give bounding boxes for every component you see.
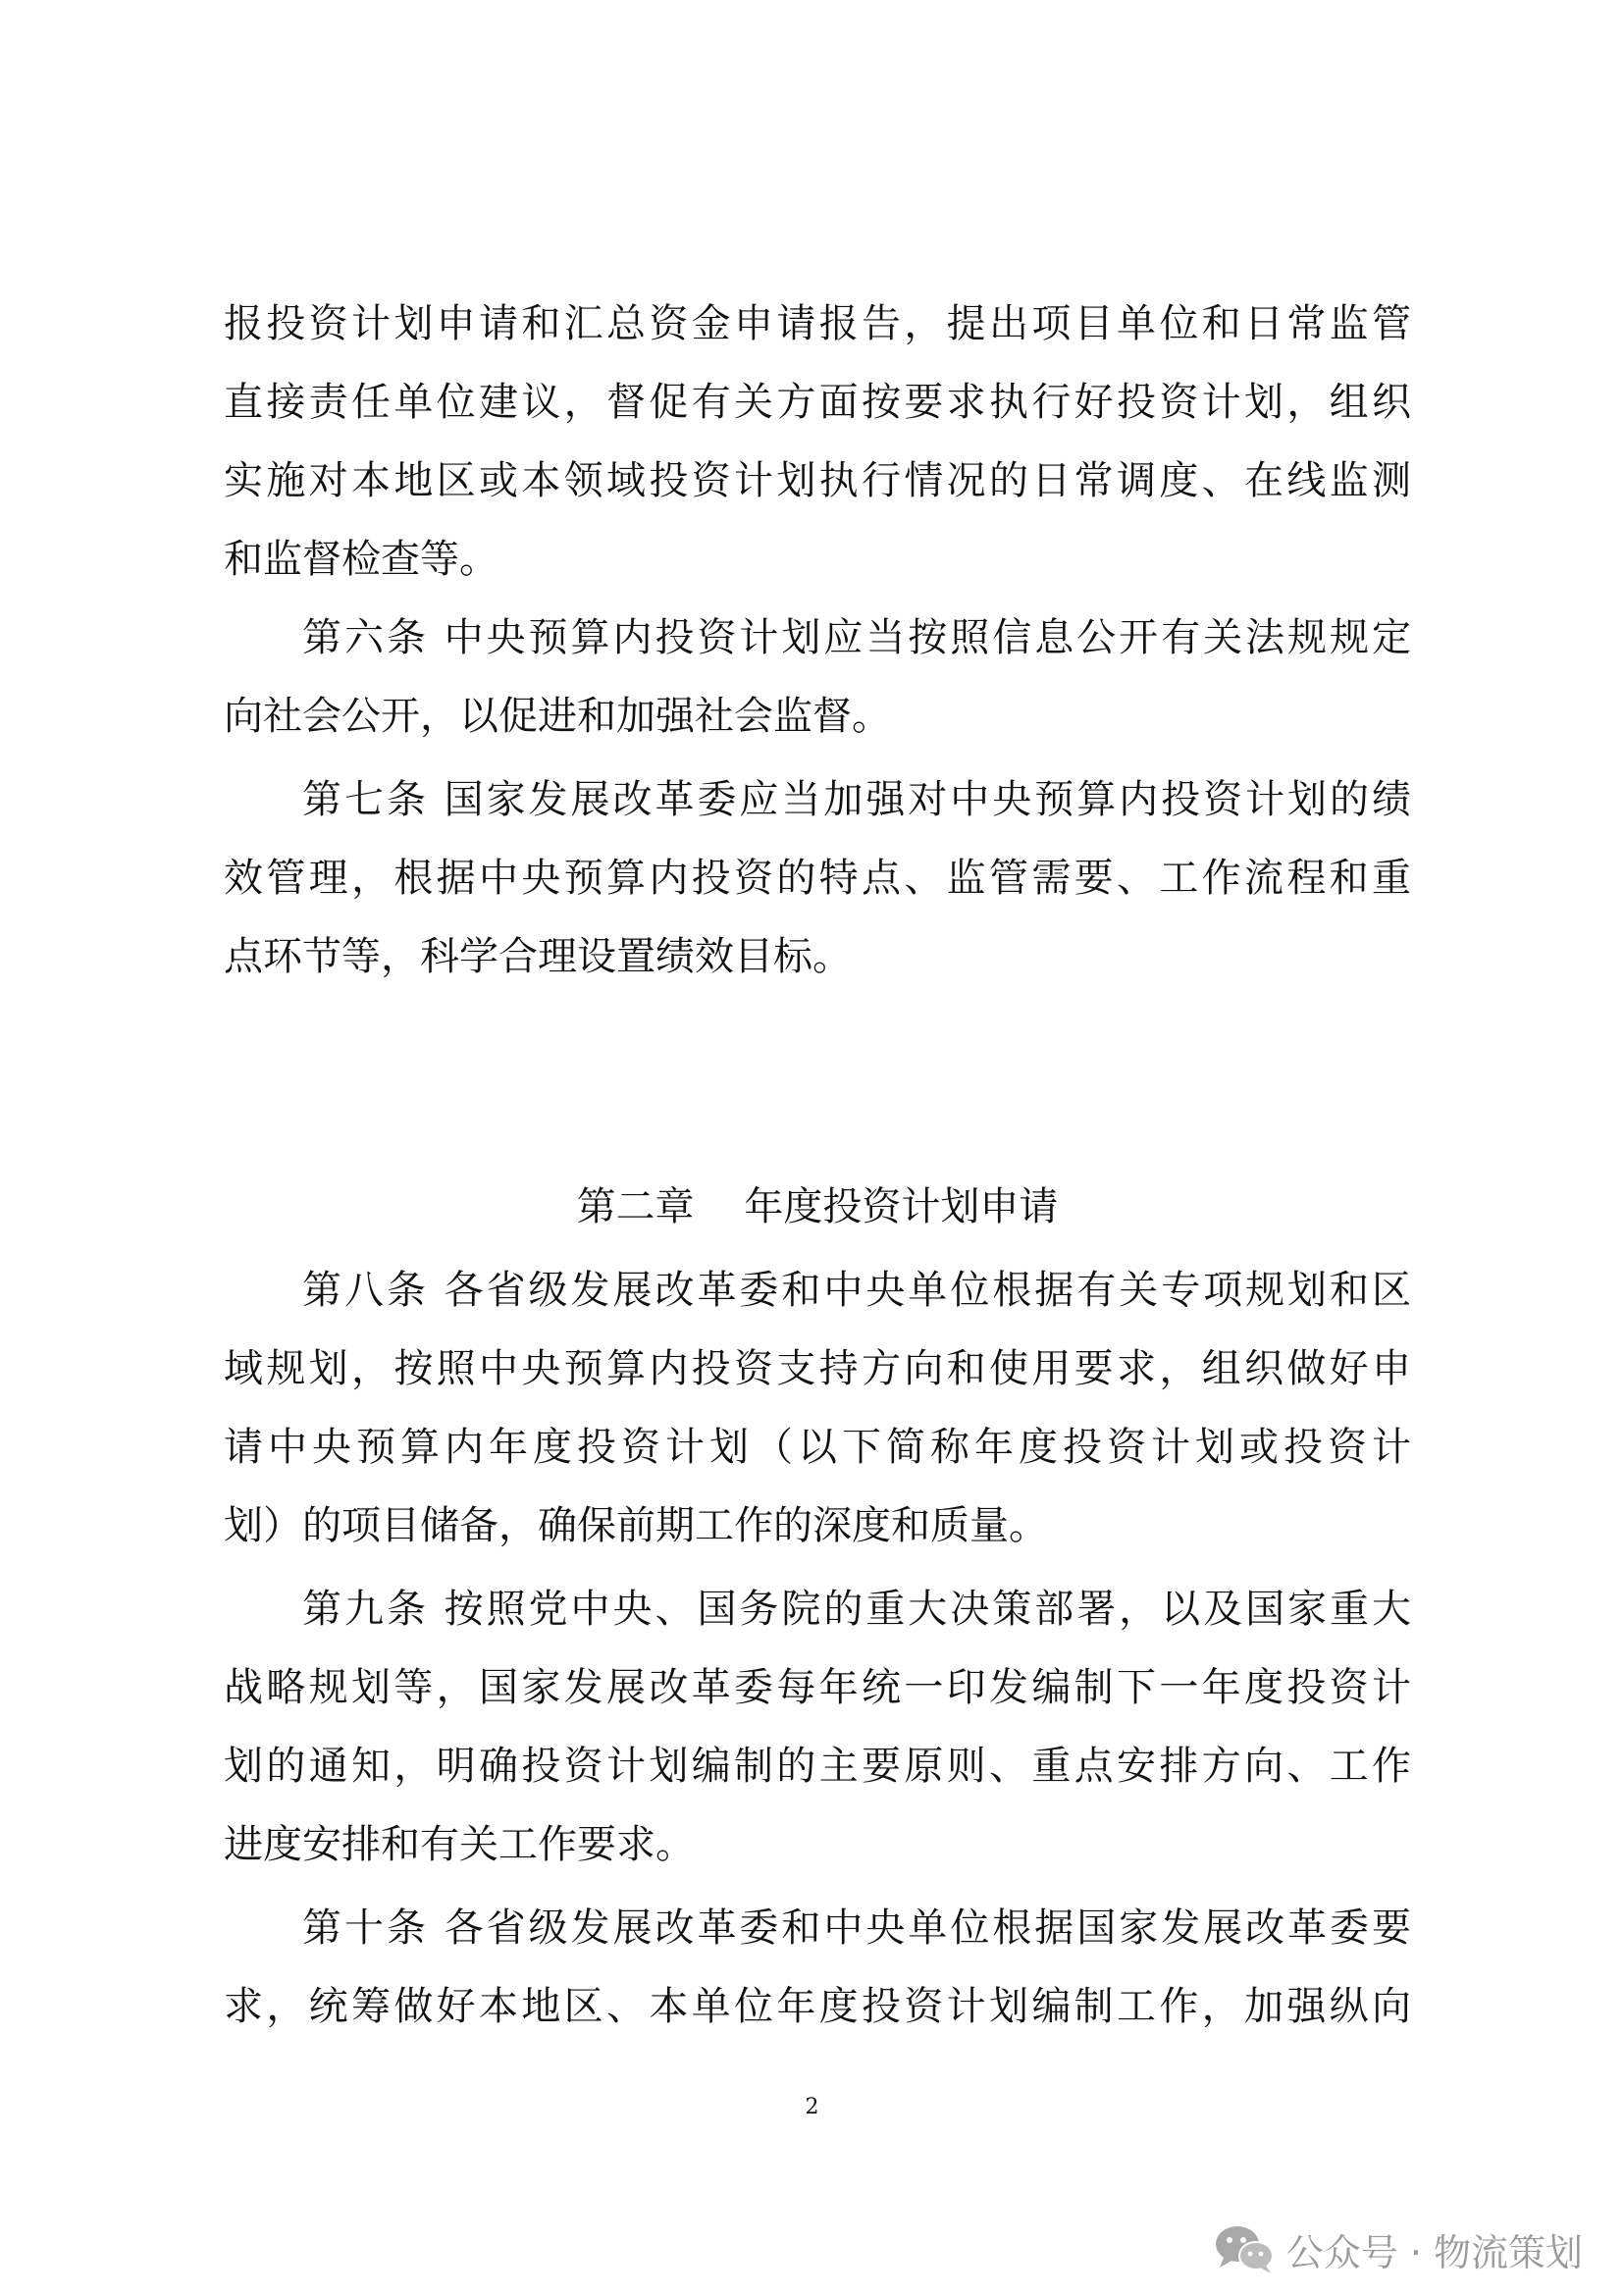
wechat-icon: [1212, 2222, 1277, 2275]
watermark: [1212, 2219, 1583, 2278]
article-7-line: 效管理，根据中央预算内投资的特点、监管需要、工作流程和重: [224, 856, 1411, 901]
article-7-line: 点环节等，科学合理设置绩效目标。: [224, 934, 852, 979]
body-line: 实施对本地区或本领域投资计划执行情况的日常调度、在线监测: [224, 458, 1411, 503]
article-8-line: 域规划，按照中央预算内投资支持方向和使用要求，组织做好申: [224, 1346, 1411, 1391]
article-9-line: 第九条 按照党中央、国务院的重大决策部署，以及国家重大: [302, 1587, 1411, 1632]
article-9-line: 战略规划等，国家发展改革委每年统一印发编制下一年度投资计: [224, 1665, 1411, 1710]
article-8-line: 划）的项目储备，确保前期工作的深度和质量。: [224, 1503, 1048, 1548]
article-9-line: 进度安排和有关工作要求。: [224, 1822, 695, 1867]
article-6-line: 第六条 中央预算内投资计划应当按照信息公开有关法规规定: [302, 615, 1411, 660]
page-number: 2: [805, 2095, 819, 2119]
article-10-line: 求，统筹做好本地区、本单位年度投资计划编制工作，加强纵向: [224, 1984, 1411, 2029]
body-line: 直接责任单位建议，督促有关方面按要求执行好投资计划，组织: [224, 380, 1411, 425]
article-8-line: 请中央预算内年度投资计划（以下简称年度投资计划或投资计: [224, 1425, 1411, 1470]
article-10-line: 第十条 各省级发展改革委和中央单位根据国家发展改革委要: [302, 1905, 1411, 1951]
chapter-heading: 第二章 年度投资计划申请: [576, 1184, 1059, 1229]
article-7-line: 第七条 国家发展改革委应当加强对中央预算内投资计划的绩: [302, 777, 1411, 822]
article-9-line: 划的通知，明确投资计划编制的主要原则、重点安排方向、工作: [224, 1744, 1411, 1789]
body-line: 和监督检查等。: [224, 537, 498, 582]
article-6-line: 向社会公开，以促进和加强社会监督。: [224, 694, 891, 739]
watermark-text: 公众号 · 物流策划: [1285, 2230, 1583, 2274]
article-8-line: 第八条 各省级发展改革委和中央单位根据有关专项规划和区: [302, 1268, 1411, 1313]
body-line: 报投资计划申请和汇总资金申请报告，提出项目单位和日常监管: [224, 301, 1411, 346]
